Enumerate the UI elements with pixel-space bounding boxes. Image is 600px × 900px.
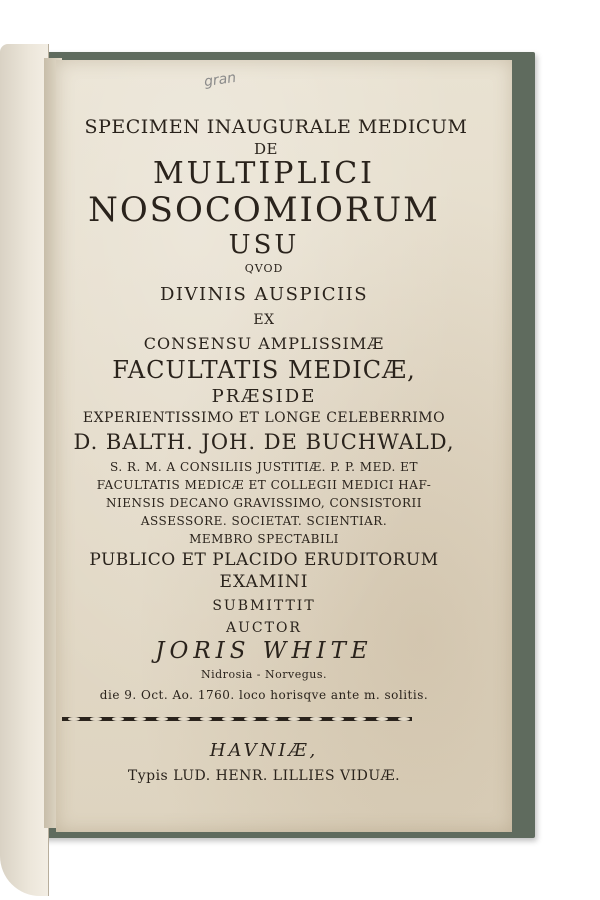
title-line-usu: USU [228,230,300,260]
title-line-examini: EXAMINI [219,572,309,592]
title-line-de: DE [254,140,278,158]
title-line-submittit: SUBMITTIT [212,598,316,614]
title-line-author: JORIS WHITE [155,638,373,664]
title-line-collegii: FACULTATIS MEDICÆ ET COLLEGII MEDICI HAF- [96,478,432,492]
imprint-city: HAVNIÆ, [209,740,319,761]
imprint-printer: Typis LUD. HENR. LILLIES VIDUÆ. [127,768,401,784]
title-line-ex: EX [253,312,275,328]
title-line-niensis: NIENSIS DECANO GRAVISSIMO, CONSISTORII [105,496,423,510]
title-line-auctor: AUCTOR [226,620,302,636]
title-line-nosocomiorum: NOSOCOMIORUM [88,190,440,230]
title-line-experientissimo: EXPERIENTISSIMO ET LONGE CELEBERRIMO [82,410,446,426]
title-line-divinis: DIVINIS AUSPICIIS [159,284,369,305]
title-line-date: die 9. Oct. Ao. 1760. loco horisqve ante m. solitis. [99,688,429,702]
title-line-buchwald: D. BALTH. JOH. DE BUCHWALD, [73,430,455,454]
title-line-srm: S. R. M. A CONSILIIS JUSTITIÆ. P. P. MED. ET [110,460,418,474]
title-page [56,60,512,832]
pencil-annotation: gran [203,69,238,91]
ornament-rule [62,712,412,726]
title-line-specimen: SPECIMEN INAUGURALE MEDICUM [84,116,468,138]
title-line-membro: MEMBRO SPECTABILI [189,532,339,546]
title-line-praeside: PRÆSIDE [211,386,317,407]
title-line-facultatis: FACULTATIS MEDICÆ, [112,356,416,384]
title-line-consensu: CONSENSU AMPLISSIMÆ [143,334,385,353]
title-line-assessore: ASSESSORE. SOCIETAT. SCIENTIAR. [140,514,388,528]
title-line-qvod: QVOD [244,262,284,275]
title-line-publico: PUBLICO ET PLACIDO ERUDITORUM [89,550,439,570]
title-line-multiplici: MULTIPLICI [152,156,376,191]
title-line-nidrosia: Nidrosia - Norvegus. [201,668,327,681]
